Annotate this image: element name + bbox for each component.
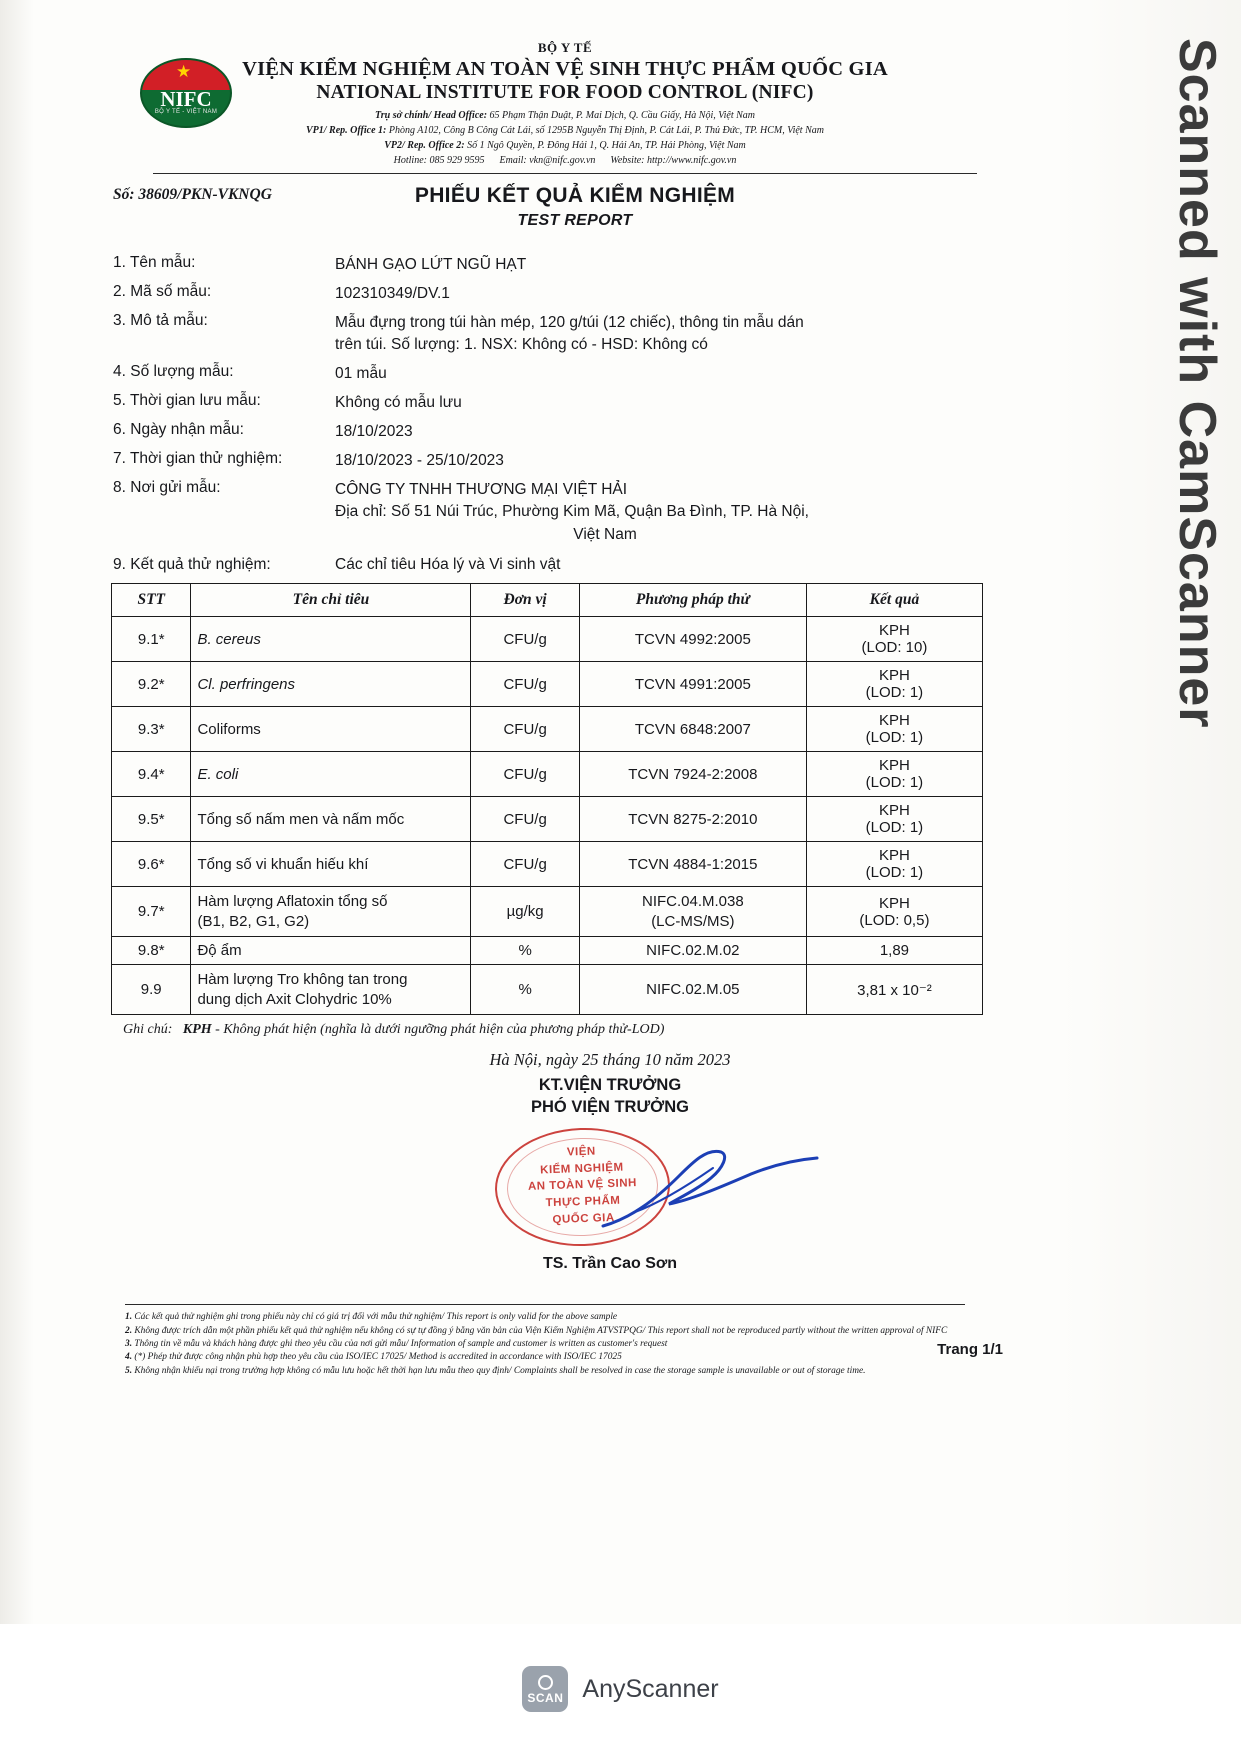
th-unit: Đơn vị [471, 584, 579, 617]
head-office-address: 65 Phạm Thận Duật, P. Mai Dịch, Q. Cầu Giấy, Hà Nội, Việt Nam [487, 109, 755, 121]
cell-stt: 9.6* [112, 842, 191, 887]
table-note [123, 1022, 995, 1038]
result-label [113, 556, 335, 574]
table-row [112, 617, 983, 662]
table-row [112, 707, 983, 752]
info-label-text: Số lượng mẫu: [130, 362, 234, 380]
info-label [113, 421, 335, 439]
info-label [113, 283, 335, 301]
info-label [113, 254, 335, 272]
institute-name-vn: VIỆN KIỂM NGHIỆM AN TOÀN VỆ SINH THỰC PHẨM QUỐC GIA [242, 58, 888, 80]
result-value: KPH [879, 712, 910, 730]
footer-line [125, 1365, 955, 1378]
footer-line-text: Các kết quả thử nghiệm ghi trong phiếu này chỉ có giá trị đối với mẫu thử nghiệm/ This report is only valid for the above sample [134, 1312, 618, 1323]
info-label [113, 479, 335, 497]
result-value: KPH [879, 847, 910, 865]
cell-unit: % [471, 937, 579, 965]
table-row [112, 965, 983, 1015]
cell-result [806, 842, 982, 887]
cell-stt: 9.5* [112, 797, 191, 842]
info-value [335, 312, 995, 357]
cell-stt: 9.3* [112, 707, 191, 752]
info-label [113, 392, 335, 410]
cell-name [191, 965, 471, 1015]
footer-line-number: 4. [125, 1352, 133, 1363]
head-office-label: Trụ sở chính/ Head Office: [375, 109, 488, 121]
anyscanner-bottom-bar [0, 1624, 1241, 1754]
report-title-vn: PHIẾU KẾT QUẢ KIỂM NGHIỆM [414, 183, 736, 207]
cell-method: TCVN 4884-1:2015 [579, 842, 806, 887]
result-value: KPH [879, 894, 910, 912]
cell-name: Tổng số vi khuẩn hiếu khí [191, 842, 471, 887]
info-number: 4. [113, 362, 126, 380]
info-label-text: Thời gian thử nghiệm: [129, 449, 283, 467]
cell-name [191, 887, 471, 937]
info-row [113, 312, 995, 357]
cell-method-line1: NIFC.04.M.038 [641, 893, 744, 911]
result-lod: (LOD: 1) [865, 864, 924, 882]
cell-unit: CFU/g [471, 662, 579, 707]
cell-result [806, 662, 982, 707]
cell-stt: 9.9 [112, 965, 191, 1015]
cell-unit: CFU/g [471, 617, 579, 662]
footer-line [125, 1338, 955, 1351]
rep-office2-address: Số 1 Ngô Quyền, P. Đông Hải 1, Q. Hải An, TP. Hải Phòng, Việt Nam [464, 139, 746, 151]
footer-line-number: 3. [125, 1338, 133, 1349]
table-row [112, 842, 983, 887]
info-row [113, 254, 995, 276]
cell-method: TCVN 8275-2:2010 [579, 797, 806, 842]
info-label-text: Mã số mẫu: [130, 282, 212, 300]
stamp-line-3: AN TOÀN VỆ SINH [527, 1177, 638, 1194]
result-lod: (LOD: 1) [865, 684, 924, 702]
info-row [113, 450, 995, 472]
cell-name: Tổng số nấm men và nấm mốc [191, 797, 471, 842]
customer-address: Địa chỉ: Số 51 Núi Trúc, Phường Kim Mã, Quận Ba Đình, TP. Hà Nội, [335, 503, 809, 521]
info-row [113, 479, 995, 546]
footer-line-text: Không nhận khiếu nại trong trường hợp không có mẫu lưu hoặc hết thời hạn lưu mẫu theo quy định/ Complaints shall be resolved in case the storage sample is unavailable or out of storage time. [134, 1365, 866, 1376]
anyscanner-label: AnyScanner [582, 1674, 719, 1703]
institute-name-en: NATIONAL INSTITUTE FOR FOOD CONTROL (NIFC) [316, 82, 814, 104]
result-lod: (LOD: 1) [865, 774, 924, 792]
info-value-line1: Mẫu đựng trong túi hàn mép, 120 g/túi (12 chiếc), thông tin mẫu dán [335, 313, 804, 331]
cell-name: Độ ẩm [191, 937, 471, 965]
info-label-text: Tên mẫu: [129, 253, 196, 271]
scan-edge-shadow-left [0, 0, 34, 1754]
cell-name-line2: (B1, B2, G1, G2) [197, 912, 310, 930]
rep-office1-label: VP1/ Rep. Office 1: [306, 124, 387, 136]
info-value: 18/10/2023 [335, 422, 413, 440]
info-label-text: Mô tả mẫu: [130, 311, 208, 329]
info-number: 8. [113, 478, 126, 496]
cell-method: TCVN 7924-2:2008 [579, 752, 806, 797]
official-stamp [493, 1125, 672, 1249]
info-number: 6. [113, 420, 126, 438]
test-results-table [111, 583, 983, 1015]
institute-addresses [135, 108, 995, 168]
customer-name: CÔNG TY TNHH THƯƠNG MẠI VIỆT HẢI [335, 480, 628, 498]
cell-unit: CFU/g [471, 707, 579, 752]
cell-stt: 9.1* [112, 617, 191, 662]
cell-method: TCVN 6848:2007 [579, 707, 806, 752]
result-lod: (LOD: 1) [865, 729, 924, 747]
info-value: Không có mẫu lưu [335, 393, 462, 411]
cell-stt: 9.8* [112, 937, 191, 965]
info-number: 2. [113, 282, 126, 300]
info-value-line2: trên túi. Số lượng: 1. NSX: Không có - HSD: Không có [335, 335, 708, 353]
footer-line-text: (*) Phép thử được công nhận phù hợp theo yêu cầu của ISO/IEC 17025/ Method is accredited in accordance with ISO/IEC 17025 [134, 1352, 622, 1363]
info-value: 01 mẫu [335, 364, 387, 382]
cell-result [806, 797, 982, 842]
cell-unit: CFU/g [471, 797, 579, 842]
ministry-name: BỘ Y TẾ [537, 40, 593, 55]
cell-unit: CFU/g [471, 842, 579, 887]
cell-result: 3,81 x 10⁻² [806, 965, 982, 1015]
logo-text: NIFC [160, 87, 212, 111]
page-number: Trang 1/1 [937, 1340, 1003, 1358]
info-number: 7. [113, 449, 126, 467]
info-value: BÁNH GẠO LỨT NGŨ HẠT [335, 255, 527, 273]
footer-line [125, 1325, 955, 1338]
info-label [113, 450, 335, 468]
cell-name-line1: Hàm lượng Aflatoxin tổng số [197, 893, 388, 911]
cell-unit: µg/kg [471, 887, 579, 937]
cell-unit: % [471, 965, 579, 1015]
stamp-line-2: KIỂM NGHIỆM [539, 1161, 624, 1177]
info-value: 102310349/DV.1 [335, 284, 450, 302]
cell-stt: 9.7* [112, 887, 191, 937]
info-number: 3. [113, 311, 126, 329]
info-label [113, 363, 335, 381]
info-value [335, 479, 995, 546]
th-stt: STT [112, 584, 191, 617]
info-row [113, 421, 995, 443]
rep-office1-address: Phòng A102, Công B Công Cát Lái, số 1295B Nguyễn Thị Định, P. Cát Lái, P. Thủ Đức, TP. HCM, Việt Nam [386, 124, 824, 136]
cell-unit: CFU/g [471, 752, 579, 797]
cell-method: NIFC.02.M.02 [579, 937, 806, 965]
signature-date: Hà Nội, ngày 25 tháng 10 năm 2023 [489, 1050, 731, 1070]
result-value: KPH [879, 802, 910, 820]
cell-method: TCVN 4992:2005 [579, 617, 806, 662]
customer-country: Việt Nam [573, 525, 637, 543]
cell-name: E. coli [191, 752, 471, 797]
stamp-line-4: THỰC PHẨM [545, 1194, 621, 1210]
cell-name-line1: Hàm lượng Tro không tan trong [197, 971, 408, 989]
info-row [113, 363, 995, 385]
footer-line-text: Thông tin về mẫu và khách hàng được ghi theo yêu cầu của nơi gửi mẫu/ Information of sample and customer is written as customer's request [134, 1338, 668, 1349]
result-number: 9. [113, 556, 126, 574]
info-label [113, 312, 335, 330]
cell-result [806, 617, 982, 662]
signer-title-2: PHÓ VIỆN TRƯỞNG [531, 1098, 689, 1117]
info-label-text: Nơi gửi mẫu: [130, 478, 221, 496]
signature-block [95, 1050, 995, 1300]
cell-name: B. cereus [191, 617, 471, 662]
cell-method [579, 887, 806, 937]
stamp-line-5: QUỐC GIA [552, 1211, 615, 1226]
sample-info-list [95, 254, 995, 547]
footer-line [125, 1311, 955, 1324]
cell-result: 1,89 [806, 937, 982, 965]
footer-line-number: 1. [125, 1312, 133, 1323]
result-section-header [95, 556, 995, 574]
nifc-logo-icon: ★ NIFC BỘ Y TẾ - VIỆT NAM [140, 58, 232, 128]
result-lod: (LOD: 1) [865, 819, 924, 837]
header-divider [153, 173, 977, 174]
cell-stt: 9.2* [112, 662, 191, 707]
cell-stt: 9.4* [112, 752, 191, 797]
info-label-text: Ngày nhận mẫu: [130, 420, 244, 438]
result-scope: Các chỉ tiêu Hóa lý và Vi sinh vật [335, 556, 561, 574]
table-row [112, 662, 983, 707]
note-key: KPH [182, 1022, 212, 1038]
info-row [113, 392, 995, 414]
th-name: Tên chỉ tiêu [191, 584, 471, 617]
cell-result [806, 707, 982, 752]
signer-title-1: KT.VIỆN TRƯỞNG [538, 1076, 682, 1095]
cell-method-line2: (LC-MS/MS) [651, 912, 735, 930]
note-prefix: Ghi chú: [123, 1022, 173, 1038]
info-number: 5. [113, 391, 126, 409]
info-value: 18/10/2023 - 25/10/2023 [335, 451, 504, 469]
signer-name: TS. Trần Cao Sơn [542, 1255, 678, 1273]
result-label-text: Kết quả thử nghiệm: [130, 556, 271, 574]
result-value: KPH [879, 667, 910, 685]
rep-office2-label: VP2/ Rep. Office 2: [384, 139, 465, 151]
logo-subtext: BỘ Y TẾ - VIỆT NAM [154, 109, 218, 115]
result-value: KPH [879, 622, 910, 640]
document-header [95, 40, 995, 174]
info-number: 1. [113, 253, 126, 271]
footer-divider [125, 1304, 965, 1305]
website: Website: http://www.nifc.gov.vn [610, 154, 737, 166]
cell-name: Coliforms [191, 707, 471, 752]
table-row [112, 797, 983, 842]
table-header-row [112, 584, 983, 617]
document-number: Số: 38609/PKN-VKNQG [113, 185, 272, 203]
document-body [95, 40, 1003, 1378]
footer-line-number: 2. [125, 1325, 133, 1336]
footer-line-number: 5. [125, 1365, 133, 1376]
cell-name: Cl. perfringens [191, 662, 471, 707]
info-label-text: Thời gian lưu mẫu: [129, 391, 261, 409]
title-block [95, 184, 995, 242]
cell-name-line2: dung dịch Axit Clohydric 10% [197, 990, 392, 1008]
result-value: KPH [879, 757, 910, 775]
info-row [113, 283, 995, 305]
cell-method: NIFC.02.M.05 [579, 965, 806, 1015]
anyscanner-logo-icon [522, 1666, 568, 1712]
cell-result [806, 752, 982, 797]
document-footer [125, 1311, 1003, 1378]
cell-method: TCVN 4991:2005 [579, 662, 806, 707]
result-lod: (LOD: 0,5) [859, 911, 930, 929]
anyscanner-badge-text: SCAN [527, 1690, 564, 1705]
hotline: Hotline: 085 929 9595 [393, 154, 485, 166]
footer-line-text: Không được trích dẫn một phần phiếu kết quả thử nghiệm nếu không có sự tự đồng ý bằng văn bản của Viện Kiểm Nghiệm ATVSTPQG/ This report shall not be reproduced partly without the written approval of NIFC [134, 1325, 948, 1336]
table-row [112, 887, 983, 937]
table-row [112, 937, 983, 965]
th-method: Phương pháp thử [579, 584, 806, 617]
table-row [112, 752, 983, 797]
stamp-line-1: VIỆN [566, 1145, 596, 1159]
report-title-en: TEST REPORT [517, 211, 633, 229]
result-lod: (LOD: 10) [861, 639, 928, 657]
th-result: Kết quả [806, 584, 982, 617]
note-text: - Không phát hiện (nghĩa là dưới ngưỡng phát hiện của phương pháp thử-LOD) [215, 1022, 665, 1038]
cell-result [806, 887, 982, 937]
footer-line [125, 1351, 955, 1364]
email: Email: vkn@nifc.gov.vn [499, 154, 596, 166]
